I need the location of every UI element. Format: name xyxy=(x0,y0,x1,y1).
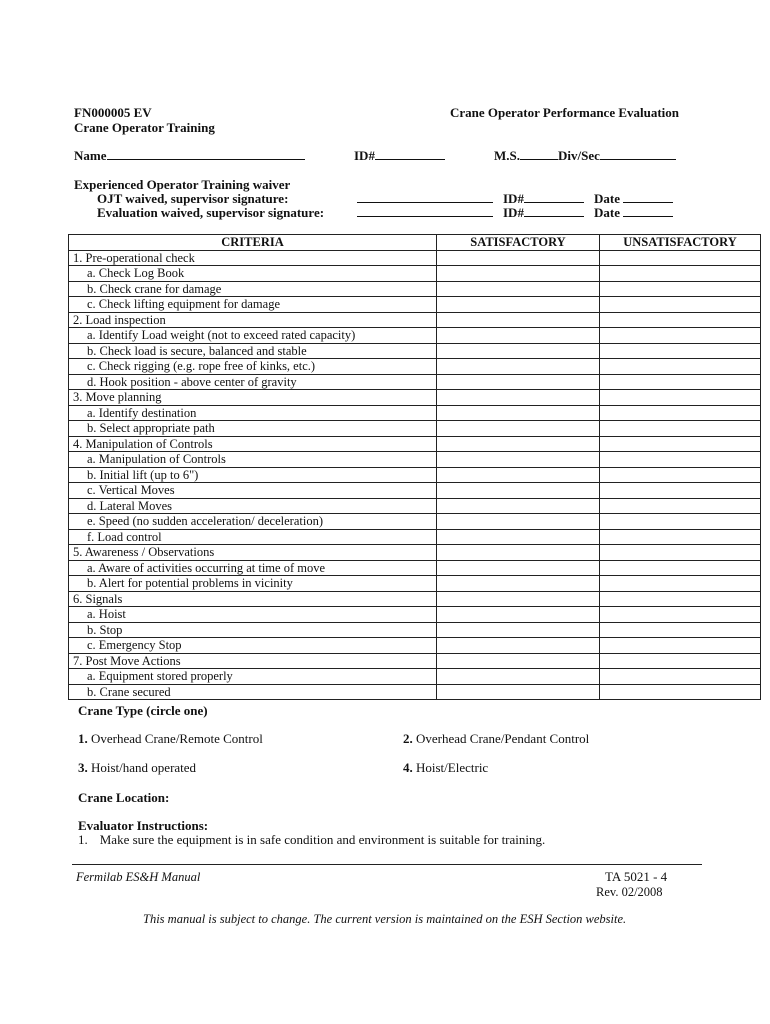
criteria-cell: c. Emergency Stop xyxy=(69,638,437,654)
unsatisfactory-cell[interactable] xyxy=(600,607,761,623)
table-row xyxy=(69,545,761,561)
table-row xyxy=(69,669,761,685)
footer-divider xyxy=(72,864,702,865)
criteria-cell: d. Lateral Moves xyxy=(69,498,437,514)
unsatisfactory-cell[interactable] xyxy=(600,421,761,437)
unsatisfactory-cell[interactable] xyxy=(600,560,761,576)
crane-type-heading: Crane Type (circle one) xyxy=(78,703,208,718)
unsatisfactory-cell[interactable] xyxy=(600,281,761,297)
name-blank[interactable] xyxy=(107,148,305,160)
divsec-blank[interactable] xyxy=(600,148,676,160)
table-row xyxy=(69,359,761,375)
satisfactory-cell[interactable] xyxy=(437,452,600,468)
doc-id: FN000005 EV xyxy=(74,105,152,120)
eval-date-blank[interactable] xyxy=(623,205,673,217)
satisfactory-cell[interactable] xyxy=(437,483,600,499)
criteria-cell: a. Aware of activities occurring at time of move xyxy=(69,560,437,576)
satisfactory-cell[interactable] xyxy=(437,374,600,390)
criteria-header: CRITERIA xyxy=(69,235,437,251)
unsatisfactory-cell[interactable] xyxy=(600,622,761,638)
page-title: Crane Operator Performance Evaluation xyxy=(450,105,680,120)
criteria-cell: b. Stop xyxy=(69,622,437,638)
satisfactory-cell[interactable] xyxy=(437,281,600,297)
criteria-cell: c. Vertical Moves xyxy=(69,483,437,499)
table-row xyxy=(69,343,761,359)
criteria-cell: 6. Signals xyxy=(69,591,437,607)
option-label: Overhead Crane/Remote Control xyxy=(91,731,263,746)
unsatisfactory-cell[interactable] xyxy=(600,297,761,313)
criteria-cell: b. Check crane for damage xyxy=(69,281,437,297)
table-row xyxy=(69,436,761,452)
option-number: 1. xyxy=(78,731,88,746)
waiver-heading: Experienced Operator Training waiver xyxy=(74,177,291,192)
instruction-number: 1. xyxy=(78,832,88,847)
unsatisfactory-cell[interactable] xyxy=(600,436,761,452)
option-label: Hoist/hand operated xyxy=(91,760,197,775)
crane-type-option-2[interactable] xyxy=(403,731,589,747)
table-row xyxy=(69,498,761,514)
satisfactory-cell[interactable] xyxy=(437,328,600,344)
criteria-cell: b. Alert for potential problems in vicinity xyxy=(69,576,437,592)
criteria-cell: b. Initial lift (up to 6") xyxy=(69,467,437,483)
manual-name: Fermilab ES&H Manual xyxy=(76,870,201,884)
satisfactory-cell[interactable] xyxy=(437,669,600,685)
unsatisfactory-cell[interactable] xyxy=(600,452,761,468)
name-label: Name xyxy=(74,148,107,163)
crane-type-option-3[interactable] xyxy=(78,760,196,776)
criteria-cell: a. Check Log Book xyxy=(69,266,437,282)
table-row xyxy=(69,684,761,700)
crane-location-label: Crane Location: xyxy=(78,790,170,805)
option-label: Hoist/Electric xyxy=(416,760,489,775)
criteria-cell: f. Load control xyxy=(69,529,437,545)
satisfactory-header: SATISFACTORY xyxy=(437,235,600,251)
satisfactory-cell[interactable] xyxy=(437,436,600,452)
unsatisfactory-cell[interactable] xyxy=(600,576,761,592)
satisfactory-cell[interactable] xyxy=(437,266,600,282)
criteria-cell: 7. Post Move Actions xyxy=(69,653,437,669)
satisfactory-cell[interactable] xyxy=(437,591,600,607)
satisfactory-cell[interactable] xyxy=(437,607,600,623)
satisfactory-cell[interactable] xyxy=(437,560,600,576)
satisfactory-cell[interactable] xyxy=(437,576,600,592)
eval-date-label: Date xyxy=(594,205,620,220)
criteria-cell: 5. Awareness / Observations xyxy=(69,545,437,561)
table-row xyxy=(69,421,761,437)
ms-blank[interactable] xyxy=(520,148,558,160)
option-number: 4. xyxy=(403,760,413,775)
satisfactory-cell[interactable] xyxy=(437,405,600,421)
ojt-date-label: Date xyxy=(594,191,620,206)
criteria-cell: 3. Move planning xyxy=(69,390,437,406)
unsatisfactory-cell[interactable] xyxy=(600,405,761,421)
unsatisfactory-header: UNSATISFACTORY xyxy=(600,235,761,251)
unsatisfactory-cell[interactable] xyxy=(600,374,761,390)
satisfactory-cell[interactable] xyxy=(437,467,600,483)
criteria-cell: d. Hook position - above center of gravity xyxy=(69,374,437,390)
eval-signature-blank[interactable] xyxy=(357,205,493,221)
ojt-id-label: ID# xyxy=(503,191,524,206)
table-header-row xyxy=(69,235,761,251)
satisfactory-cell[interactable] xyxy=(437,390,600,406)
unsatisfactory-cell[interactable] xyxy=(600,545,761,561)
name-field[interactable] xyxy=(74,148,305,164)
satisfactory-cell[interactable] xyxy=(437,684,600,700)
satisfactory-cell[interactable] xyxy=(437,359,600,375)
satisfactory-cell[interactable] xyxy=(437,638,600,654)
ms-label: M.S. xyxy=(494,148,520,163)
satisfactory-cell[interactable] xyxy=(437,250,600,266)
satisfactory-cell[interactable] xyxy=(437,343,600,359)
change-notice: This manual is subject to change. The current version is maintained on the ESH Section website. xyxy=(143,912,627,926)
option-number: 2. xyxy=(403,731,413,746)
criteria-cell: a. Hoist xyxy=(69,607,437,623)
satisfactory-cell[interactable] xyxy=(437,498,600,514)
id-label: ID# xyxy=(354,148,375,163)
criteria-cell: e. Speed (no sudden acceleration/ deceleration) xyxy=(69,514,437,530)
table-row xyxy=(69,281,761,297)
ojt-label: OJT waived, supervisor signature: xyxy=(97,191,289,206)
unsatisfactory-cell[interactable] xyxy=(600,684,761,700)
table-row xyxy=(69,467,761,483)
unsatisfactory-cell[interactable] xyxy=(600,343,761,359)
ojt-id-blank[interactable] xyxy=(524,191,584,203)
criteria-cell: a. Equipment stored properly xyxy=(69,669,437,685)
unsatisfactory-cell[interactable] xyxy=(600,390,761,406)
id-field[interactable] xyxy=(354,148,445,164)
criteria-cell: 1. Pre-operational check xyxy=(69,250,437,266)
satisfactory-cell[interactable] xyxy=(437,653,600,669)
table-row xyxy=(69,312,761,328)
crane-type-option-4[interactable] xyxy=(403,760,488,776)
table-row xyxy=(69,622,761,638)
crane-type-option-1[interactable] xyxy=(78,731,263,747)
table-row xyxy=(69,483,761,499)
criteria-body xyxy=(69,250,761,700)
unsatisfactory-cell[interactable] xyxy=(600,653,761,669)
instruction-item xyxy=(78,832,545,848)
table-row xyxy=(69,607,761,623)
unsatisfactory-cell[interactable] xyxy=(600,250,761,266)
table-row xyxy=(69,250,761,266)
unsatisfactory-cell[interactable] xyxy=(600,467,761,483)
criteria-cell: 4. Manipulation of Controls xyxy=(69,436,437,452)
criteria-cell: c. Check lifting equipment for damage xyxy=(69,297,437,313)
criteria-cell: a. Identify Load weight (not to exceed rated capacity) xyxy=(69,328,437,344)
unsatisfactory-cell[interactable] xyxy=(600,483,761,499)
table-row xyxy=(69,638,761,654)
eval-date-field[interactable] xyxy=(594,205,673,221)
doc-subtitle: Crane Operator Training xyxy=(74,120,215,135)
table-row xyxy=(69,266,761,282)
eval-label: Evaluation waived, supervisor signature: xyxy=(97,205,325,220)
eval-id-field[interactable] xyxy=(503,205,584,221)
id-blank[interactable] xyxy=(375,148,445,160)
divsec-label: Div/Sec xyxy=(558,148,600,163)
table-row xyxy=(69,328,761,344)
ms-divsec-field[interactable] xyxy=(494,148,676,164)
unsatisfactory-cell[interactable] xyxy=(600,498,761,514)
table-row xyxy=(69,514,761,530)
unsatisfactory-cell[interactable] xyxy=(600,669,761,685)
criteria-cell: b. Select appropriate path xyxy=(69,421,437,437)
unsatisfactory-cell[interactable] xyxy=(600,328,761,344)
satisfactory-cell[interactable] xyxy=(437,514,600,530)
satisfactory-cell[interactable] xyxy=(437,421,600,437)
criteria-cell: c. Check rigging (e.g. rope free of kinks, etc.) xyxy=(69,359,437,375)
instructions-heading: Evaluator Instructions: xyxy=(78,818,209,833)
unsatisfactory-cell[interactable] xyxy=(600,266,761,282)
unsatisfactory-cell[interactable] xyxy=(600,591,761,607)
table-row xyxy=(69,529,761,545)
table-row xyxy=(69,297,761,313)
ojt-date-blank[interactable] xyxy=(623,191,673,203)
table-row xyxy=(69,405,761,421)
satisfactory-cell[interactable] xyxy=(437,622,600,638)
instruction-text: Make sure the equipment is in safe condition and environment is suitable for training. xyxy=(99,832,546,847)
criteria-cell: b. Check load is secure, balanced and stable xyxy=(69,343,437,359)
table-row xyxy=(69,653,761,669)
ta-number: TA 5021 - 4 xyxy=(605,869,668,884)
unsatisfactory-cell[interactable] xyxy=(600,312,761,328)
criteria-cell: 2. Load inspection xyxy=(69,312,437,328)
table-row xyxy=(69,576,761,592)
table-row xyxy=(69,374,761,390)
unsatisfactory-cell[interactable] xyxy=(600,359,761,375)
satisfactory-cell[interactable] xyxy=(437,545,600,561)
satisfactory-cell[interactable] xyxy=(437,529,600,545)
eval-id-label: ID# xyxy=(503,205,524,220)
table-row xyxy=(69,591,761,607)
unsatisfactory-cell[interactable] xyxy=(600,638,761,654)
criteria-table xyxy=(68,234,761,700)
satisfactory-cell[interactable] xyxy=(437,312,600,328)
criteria-cell: a. Manipulation of Controls xyxy=(69,452,437,468)
option-number: 3. xyxy=(78,760,88,775)
table-row xyxy=(69,390,761,406)
eval-id-blank[interactable] xyxy=(524,205,584,217)
unsatisfactory-cell[interactable] xyxy=(600,529,761,545)
unsatisfactory-cell[interactable] xyxy=(600,514,761,530)
criteria-cell: a. Identify destination xyxy=(69,405,437,421)
option-label: Overhead Crane/Pendant Control xyxy=(416,731,590,746)
satisfactory-cell[interactable] xyxy=(437,297,600,313)
table-row xyxy=(69,452,761,468)
revision: Rev. 02/2008 xyxy=(596,885,663,899)
criteria-cell: b. Crane secured xyxy=(69,684,437,700)
table-row xyxy=(69,560,761,576)
